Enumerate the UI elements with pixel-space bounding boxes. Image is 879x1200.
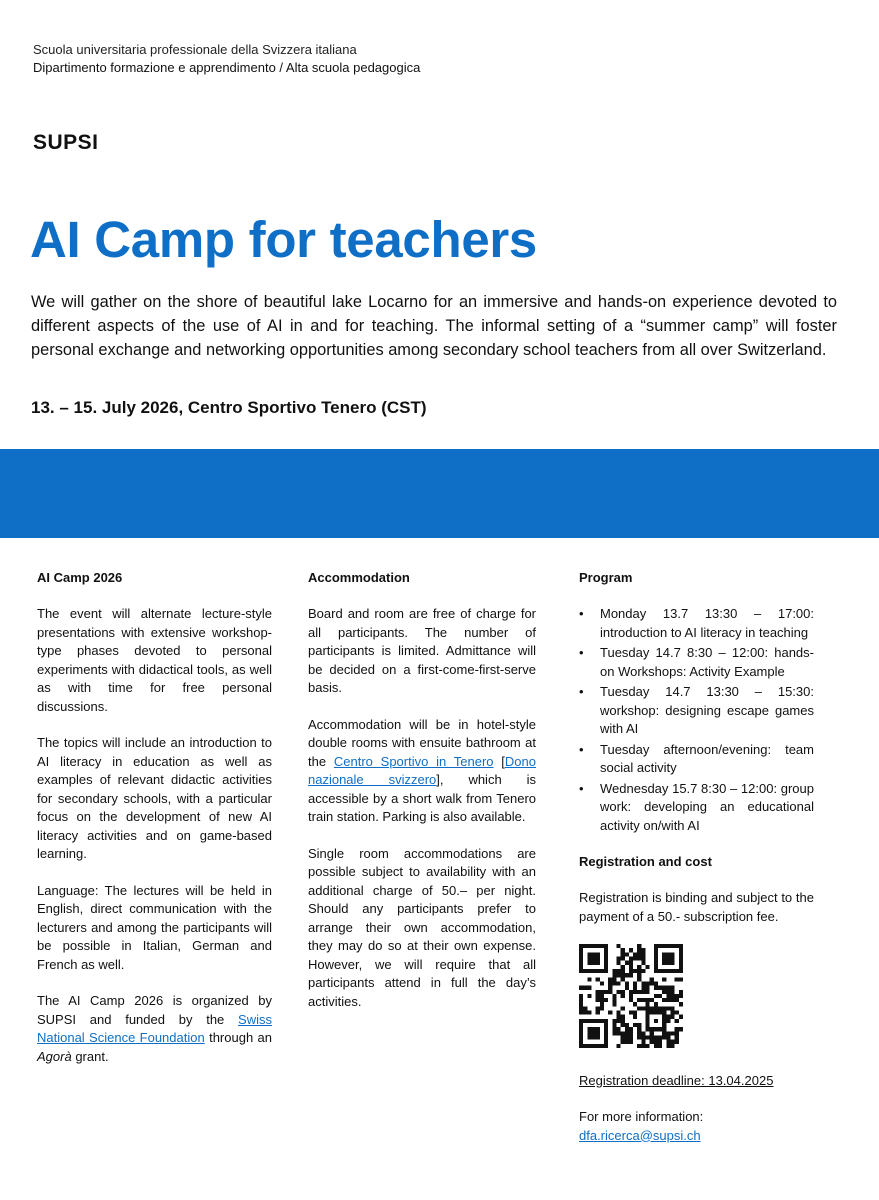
- accommodation-paragraph-3: Single room accommodations are possible subject to availability with an additional charge of 50.– per night. Should any participants prefer to arrange their own accommodation, they may do so at their own expense. However, we will require that all participants attend in full the day’s activities.: [308, 845, 536, 1009]
- institution-name: Scuola universitaria professionale della Svizzera italiana: [33, 42, 357, 57]
- contact-email-link[interactable]: dfa.ricerca@supsi.ch: [579, 1127, 701, 1143]
- funding-text-c: grant.: [71, 1048, 109, 1064]
- column-accommodation: [308, 569, 536, 1029]
- ai-camp-paragraph-2: The topics will include an introduction to AI literacy in education as well as examples of relevant didactic activities for secondary schools, with a particular focus on the development of new AI literacy activities and on game-based learning.: [37, 735, 272, 861]
- accommodation-text-b: [: [493, 753, 505, 769]
- ai-camp-heading: AI Camp 2026: [37, 570, 123, 585]
- column-ai-camp: [37, 569, 272, 1084]
- agora-text: Agorà: [37, 1048, 72, 1064]
- program-heading: Program: [579, 570, 633, 585]
- registration-deadline: Registration deadline: 13.04.2025: [579, 1072, 774, 1088]
- accommodation-heading: Accommodation: [308, 570, 410, 585]
- accommodation-paragraph-2: [308, 716, 536, 827]
- registration-text: Registration is binding and subject to the payment of a 50.- subscription fee.: [579, 890, 814, 924]
- institution-header: [33, 41, 420, 77]
- ai-camp-paragraph-4: [37, 992, 272, 1066]
- registration-qr-code[interactable]: [579, 944, 683, 1048]
- more-info-block: [579, 1108, 814, 1145]
- program-item: • Wednesday 15.7 8:30 – 12:00: group work: developing an educational activity on/with AI: [579, 780, 814, 836]
- event-date-location: 13. – 15. July 2026, Centro Sportivo Tenero (CST): [31, 398, 427, 417]
- program-list: [579, 605, 814, 835]
- registration-heading: Registration and cost: [579, 854, 712, 869]
- supsi-logo: SUPSI: [33, 131, 99, 154]
- program-item: • Tuesday 14.7 13:30 – 15:30: workshop: designing escape games with AI: [579, 683, 814, 739]
- accommodation-text-a: Accommodation will be in hotel-style double rooms with ensuite bathroom at the: [308, 716, 536, 769]
- page-title: AI Camp for teachers: [30, 211, 537, 268]
- funding-text-a: The AI Camp 2026 is organized by SUPSI and funded by the: [37, 993, 272, 1027]
- column-program: [579, 569, 814, 1145]
- more-info-label: For more information:: [579, 1109, 704, 1124]
- department-name: Dipartimento formazione e apprendimento / Alta scuola pedagogica: [33, 60, 421, 75]
- dono-nazionale-link[interactable]: Dono nazionale svizzero: [308, 753, 536, 787]
- program-item: • Tuesday afternoon/evening: team social activity: [579, 741, 814, 778]
- blue-banner: [0, 449, 879, 538]
- funding-text-b: through an: [204, 1030, 272, 1045]
- snsf-link[interactable]: Swiss National Science Foundation: [37, 1011, 272, 1045]
- accommodation-text-c: ], which is accessible by a short walk from Tenero train station. Parking is also available.: [308, 772, 536, 824]
- accommodation-paragraph-1: Board and room are free of charge for all participants. The number of participants is limited. Admittance will be decided on a first-come-first-serve basis.: [308, 606, 536, 695]
- ai-camp-paragraph-3: Language: The lectures will be held in English, direct communication with the lecturers and among the participants will be possible in Italian, German and French as well.: [37, 882, 272, 972]
- program-item: • Monday 13.7 13:30 – 17:00: introduction to AI literacy in teaching: [579, 605, 814, 642]
- program-item: • Tuesday 14.7 8:30 – 12:00: hands-on Workshops: Activity Example: [579, 644, 814, 681]
- ai-camp-paragraph-1: The event will alternate lecture-style presentations with extensive workshop-type phases devoted to personal experiments with didactical tools, as well as with time for free personal discussions.: [37, 606, 272, 714]
- cst-link[interactable]: Centro Sportivo in Tenero: [333, 753, 494, 769]
- intro-paragraph: We will gather on the shore of beautiful lake Locarno for an immersive and hands-on experience devoted to different aspects of the use of AI in and for teaching. The informal setting of a “summer camp” will foster personal exchange and networking opportunities among secondary school teachers from all over Switzerland.: [31, 293, 837, 359]
